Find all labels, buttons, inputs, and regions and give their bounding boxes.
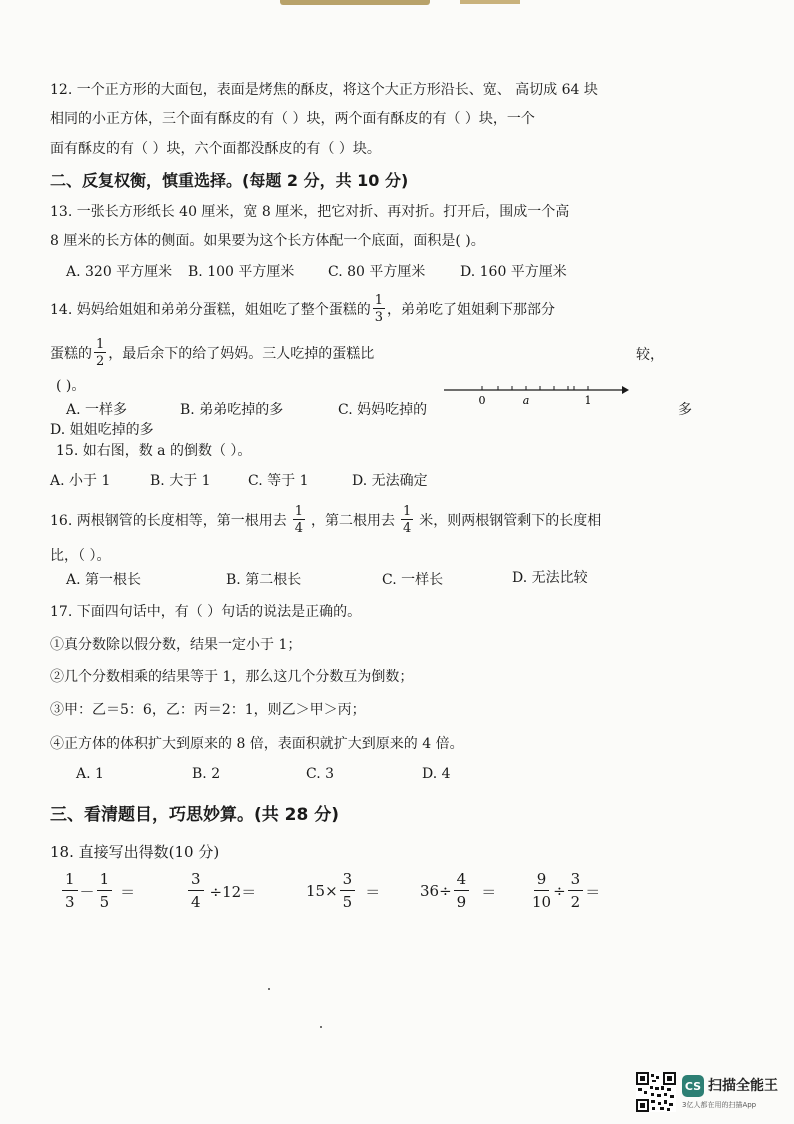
q16-option-c: C. 一样长	[382, 572, 444, 588]
q14-line1	[50, 294, 555, 324]
q17-statement-2: ②几个分数相乘的结果等于 1，那么这几个分数互为倒数；	[50, 669, 414, 685]
fraction-numerator: 1	[403, 504, 412, 519]
q18-expression-1	[60, 872, 135, 910]
fraction-numerator: 1	[62, 872, 78, 891]
q14-line2-end: 较，	[636, 347, 664, 363]
fraction-numerator: 3	[340, 872, 356, 891]
number-line-label-0: 0	[478, 394, 486, 407]
q16-line2: 比，（ ）。	[50, 548, 111, 564]
fraction-numerator: 1	[374, 293, 383, 308]
fraction-denominator: 2	[570, 893, 581, 911]
equals-sign: ＝	[365, 882, 381, 901]
watermark-brand: 扫描全能王	[708, 1078, 778, 1094]
q14-option-c: C. 妈妈吃掉的	[338, 402, 428, 418]
fraction	[568, 872, 584, 910]
fraction-denominator: 9	[456, 893, 467, 911]
fraction-denominator: 2	[96, 354, 105, 369]
q18-title: 18. 直接写出得数(10 分)	[50, 843, 220, 861]
q17-statement-4: ④正方体的体积扩大到原来的 8 倍，表面积就扩大到原来的 4 倍。	[50, 736, 464, 752]
q17-option-d: D. 4	[422, 766, 451, 782]
q16-option-a: A. 第一根长	[66, 572, 142, 588]
q14-line2-tail: ，最后余下的给了妈妈。三人吃掉的蛋糕比	[108, 346, 375, 362]
q18-expression-5	[530, 872, 600, 910]
q14-line1-tail: ，弟弟吃了姐姐剩下那部分	[387, 302, 555, 318]
q15-option-d: D. 无法确定	[352, 473, 428, 489]
q14-line1-text: 14. 妈妈给姐姐和弟弟分蛋糕，姐姐吃了整个蛋糕的	[50, 302, 371, 318]
scan-edge-mark	[460, 0, 520, 4]
section-3-title: 三、看清题目，巧思妙算。(共 28 分)	[50, 805, 340, 825]
number-line-label-a: a	[522, 394, 530, 407]
fraction-numerator: 9	[534, 872, 550, 891]
fraction-one-half	[94, 338, 106, 368]
operator: －	[79, 882, 95, 901]
q18-expression-4	[420, 872, 496, 910]
scan-edge-mark	[280, 0, 430, 5]
fraction-numerator: 4	[454, 872, 470, 891]
q15-stem: 15. 如右图，数 a 的倒数（ ）。	[56, 443, 252, 459]
fraction-denominator: 4	[294, 521, 303, 536]
q16-line1-tail: 米，则两根钢管剩下的长度相	[419, 513, 602, 529]
expression-tail: ÷12＝	[209, 882, 257, 901]
q15-option-b: B. 大于 1	[150, 473, 211, 489]
section-2-title: 二、反复权衡，慎重选择。(每题 2 分，共 10 分)	[50, 171, 409, 190]
operator: ÷	[553, 882, 566, 900]
q15-option-a: A. 小于 1	[50, 473, 111, 489]
qr-code-icon	[636, 1072, 676, 1112]
q17-stem: 17. 下面四句话中，有（ ）句话的说法是正确的。	[50, 604, 362, 620]
q14-option-d: D. 姐姐吃掉的多	[50, 422, 154, 438]
q13-option-b: B. 100 平方厘米	[188, 264, 295, 280]
fraction-denominator: 3	[65, 893, 75, 911]
number-line-arrow	[622, 386, 629, 394]
camscanner-logo-icon: CS	[682, 1075, 704, 1097]
fraction	[62, 872, 78, 910]
scan-speck	[320, 1026, 322, 1028]
q14-option-a: A. 一样多	[66, 402, 128, 418]
fraction	[188, 872, 204, 910]
fraction-one-quarter	[293, 505, 305, 535]
fraction-denominator: 5	[342, 893, 353, 911]
fraction	[454, 872, 470, 910]
fraction-one-third	[373, 294, 385, 324]
q18-expression-3	[306, 872, 380, 910]
q17-statement-1: ①真分数除以假分数，结果一定小于 1；	[50, 637, 302, 653]
fraction-denominator: 3	[374, 310, 383, 325]
q14-option-c-tail: 多	[678, 402, 692, 418]
q16-line1	[50, 505, 601, 535]
fraction-denominator: 4	[403, 521, 412, 536]
q13-option-a: A. 320 平方厘米	[66, 264, 173, 280]
number-line-ticks	[482, 386, 588, 390]
scan-speck	[268, 988, 270, 990]
watermark-tagline: 3亿人都在用的扫描App	[682, 1101, 757, 1109]
q16-option-b: B. 第二根长	[226, 572, 302, 588]
fraction-numerator: 1	[294, 504, 303, 519]
equals-sign: ＝	[120, 882, 136, 901]
fraction	[532, 872, 551, 910]
q12-line1: 12. 一个正方形的大面包，表面是烤焦的酥皮，将这个大正方形沿长、宽、 高切成 64 块	[50, 82, 598, 98]
fraction-numerator: 1	[97, 872, 113, 891]
q17-option-c: C. 3	[306, 766, 335, 782]
fraction-denominator: 4	[191, 893, 201, 911]
fraction-denominator: 5	[99, 893, 110, 911]
q12-line3: 面有酥皮的有（ ）块，六个面都没酥皮的有（ ）块。	[50, 141, 381, 157]
fraction-one-quarter	[401, 505, 413, 535]
expression-head: 15×	[306, 882, 338, 900]
equals-sign: ＝	[481, 882, 497, 901]
q12-line2: 相同的小正方体，三个面有酥皮的有（ ）块，两个面有酥皮的有（ ）块，一个	[50, 111, 535, 127]
fraction-numerator: 3	[188, 872, 204, 891]
number-line-label-1: 1	[584, 394, 592, 407]
fraction	[97, 872, 113, 910]
fraction-numerator: 1	[96, 337, 105, 352]
q13-line2: 8 厘米的长方体的侧面。如果要为这个长方体配一个底面，面积是( )。	[50, 233, 485, 249]
q14-option-b: B. 弟弟吃掉的多	[180, 402, 284, 418]
q15-option-c: C. 等于 1	[248, 473, 309, 489]
fraction	[340, 872, 356, 910]
q17-option-b: B. 2	[192, 766, 221, 782]
q18-expression-2	[186, 872, 256, 910]
q13-line1: 13. 一张长方形纸长 40 厘米，宽 8 厘米，把它对折、再对折。打开后，围成一个高	[50, 204, 570, 220]
expression-head: 36÷	[420, 882, 452, 900]
q14-line2	[50, 338, 374, 368]
q16-option-d: D. 无法比较	[512, 570, 588, 586]
q14-line2-text: 蛋糕的	[50, 346, 92, 362]
number-line-figure	[440, 380, 630, 408]
q17-option-a: A. 1	[76, 766, 104, 782]
fraction-denominator: 10	[532, 893, 552, 911]
equals-sign: ＝	[585, 882, 601, 901]
q14-answer-blank: ( )。	[56, 378, 86, 394]
fraction-numerator: 3	[568, 872, 584, 891]
q13-option-d: D. 160 平方厘米	[460, 264, 567, 280]
q13-option-c: C. 80 平方厘米	[328, 264, 426, 280]
q16-line1-text: 16. 两根钢管的长度相等，第一根用去	[50, 513, 287, 529]
q17-statement-3: ③甲：乙＝5：6，乙：丙＝2：1，则乙＞甲＞丙；	[50, 702, 366, 718]
q16-line1-mid: ，第二根用去	[311, 513, 395, 529]
